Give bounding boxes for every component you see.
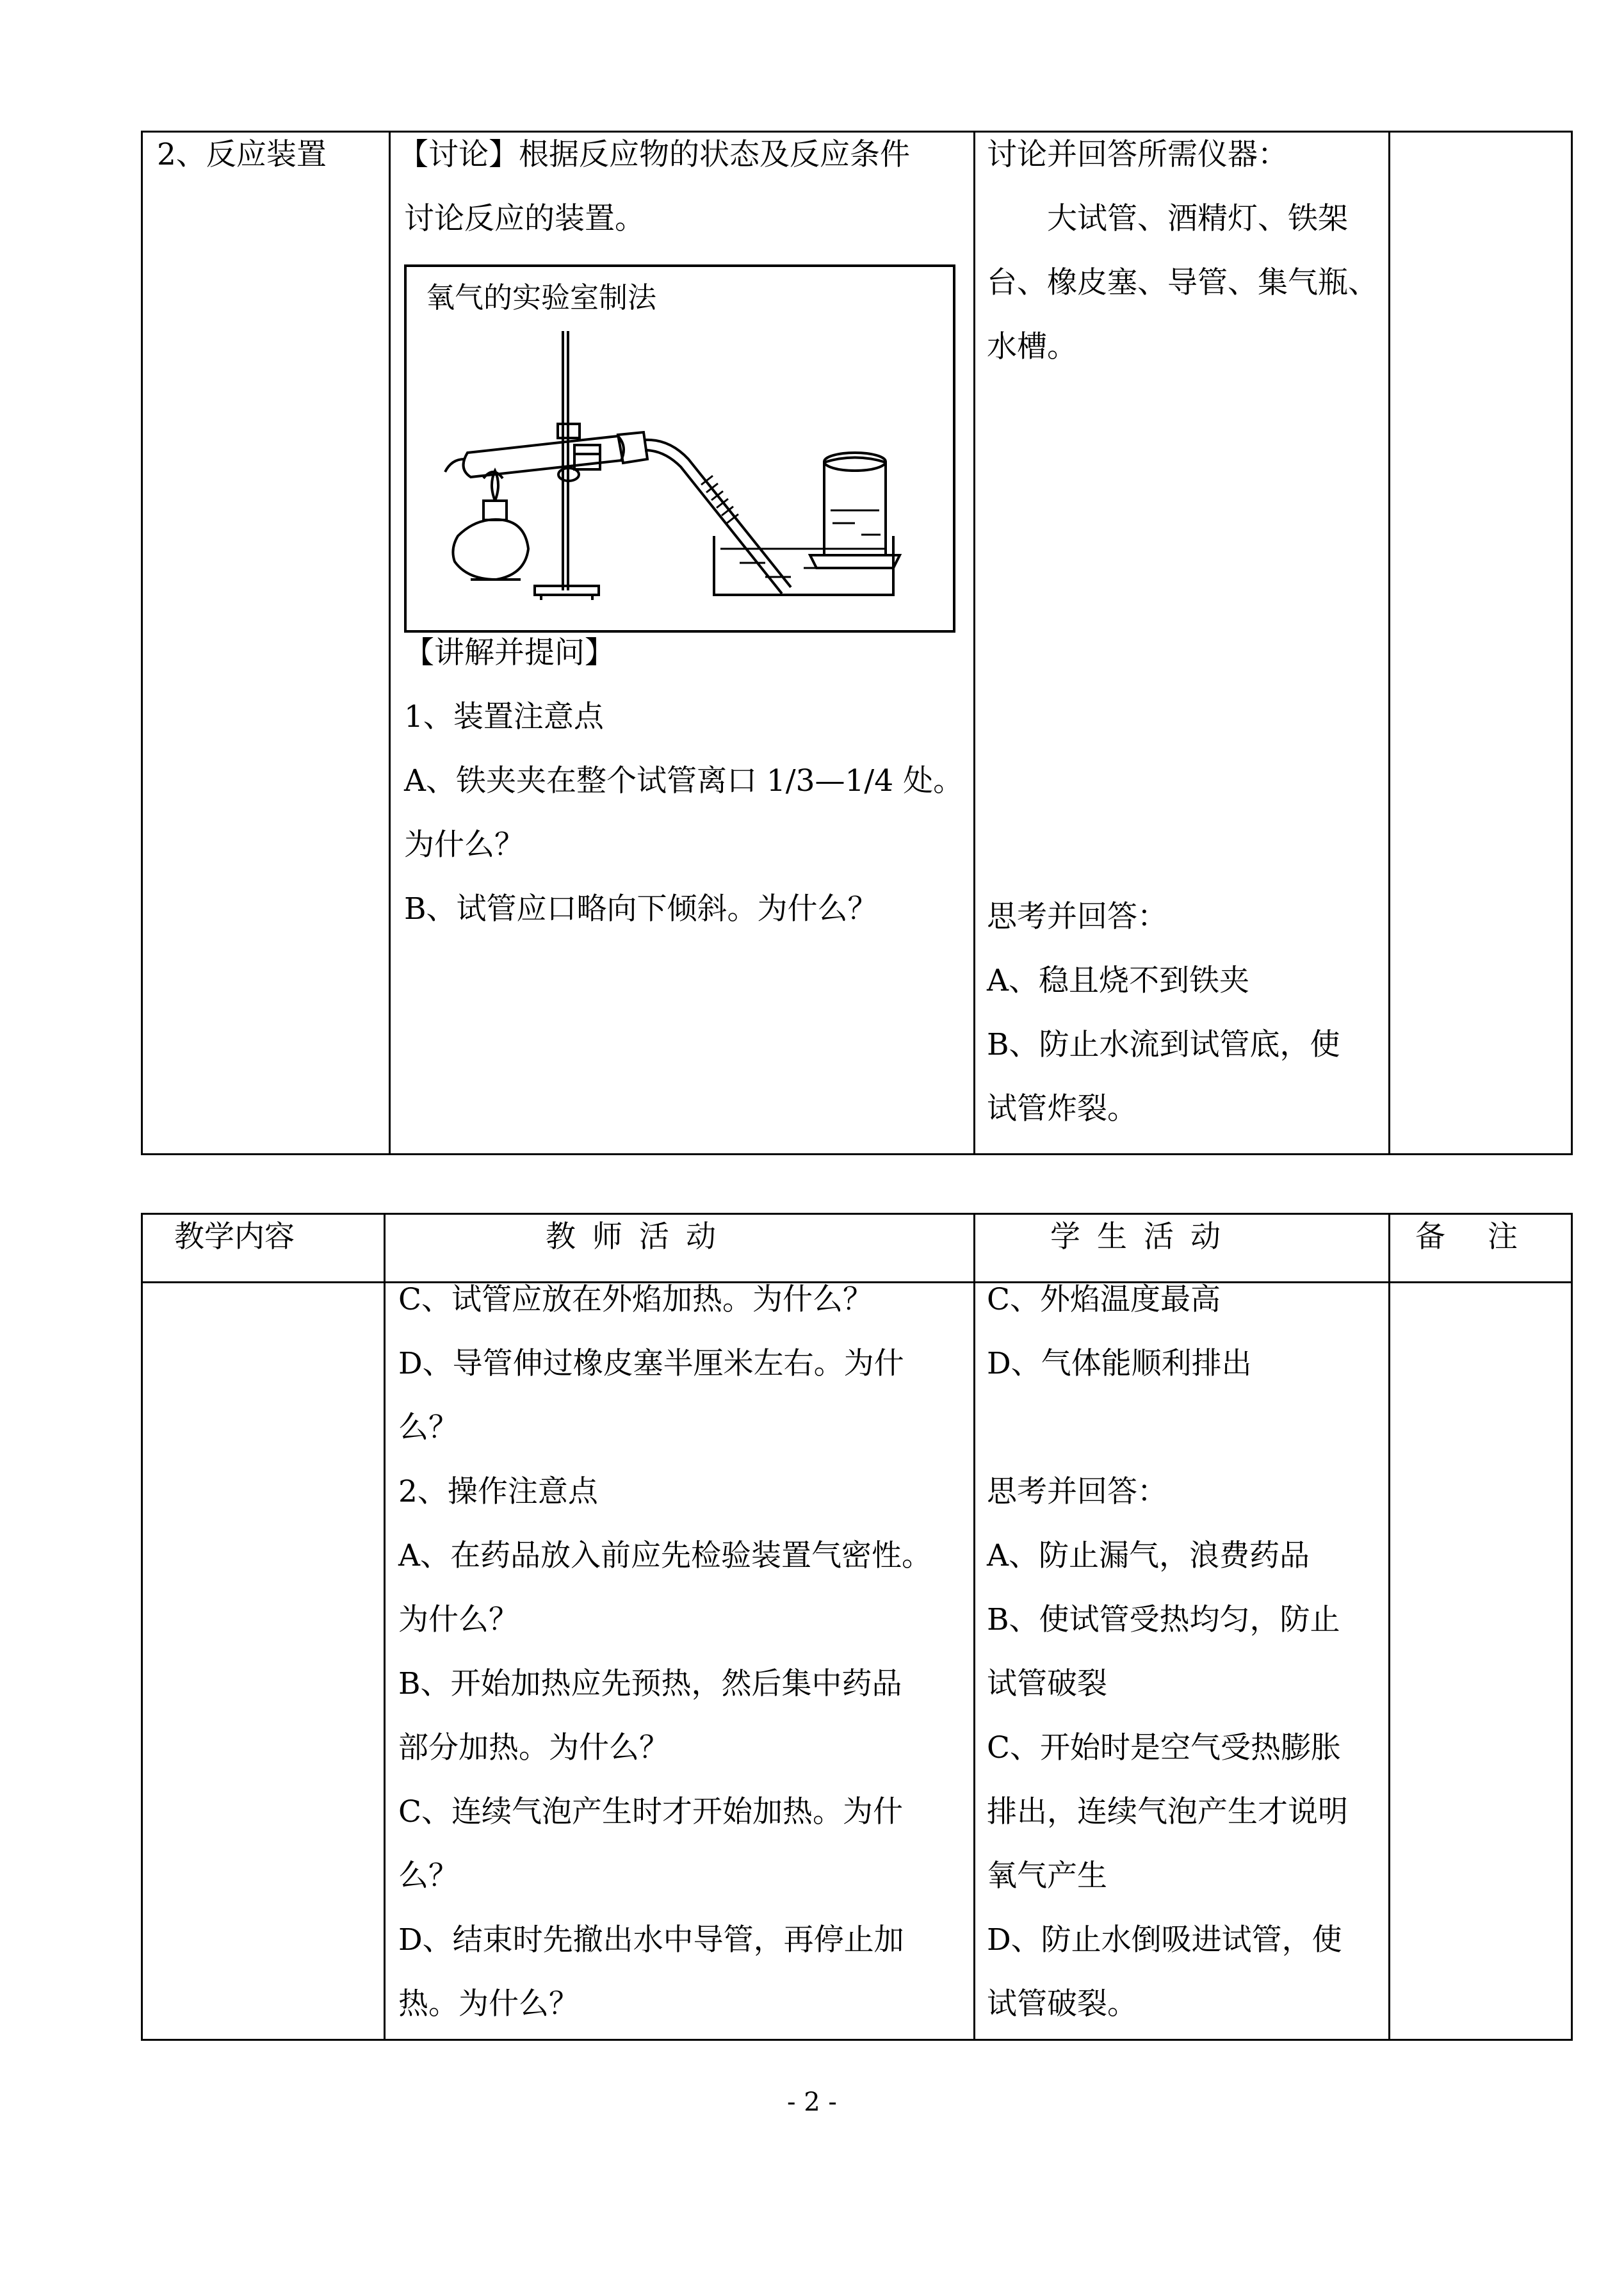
section-title: 2、反应装置 xyxy=(157,137,327,172)
student-activity-line: 思考并回答： xyxy=(987,899,1167,934)
student-activity-line: C、外焰温度最高 xyxy=(987,1282,1221,1317)
teacher-activity-line: 部分加热。为什么？ xyxy=(398,1730,669,1765)
student-activity-line: 试管破裂。 xyxy=(987,1986,1137,2022)
student-activity-line: A、稳且烧不到铁夹 xyxy=(987,963,1249,998)
teacher-activity-line: A、在药品放入前应先检验装置气密性。 xyxy=(398,1538,932,1573)
water-trough xyxy=(714,536,893,595)
teacher-activity-line: 为什么？ xyxy=(404,827,524,863)
student-activity-line: 台、橡皮塞、导管、集气瓶、 xyxy=(987,265,1378,300)
oxygen-apparatus-illustration xyxy=(407,267,953,630)
teacher-activity-line: D、结束时先撤出水中导管，再停止加 xyxy=(398,1922,904,1958)
teacher-activity-line: 1、装置注意点 xyxy=(404,699,604,734)
student-activity-line: 氧气产生 xyxy=(987,1858,1107,1894)
teacher-activity-line: 为什么？ xyxy=(398,1602,519,1637)
student-activity-line: C、开始时是空气受热膨胀 xyxy=(987,1730,1341,1765)
student-activity-line: 试管炸裂。 xyxy=(987,1091,1137,1126)
column-divider xyxy=(973,1215,975,2039)
column-divider xyxy=(389,133,391,1153)
teacher-activity-line: A、铁夹夹在整个试管离口 1/3—1/4 处。 xyxy=(404,763,964,799)
teacher-activity-line: 2、操作注意点 xyxy=(398,1474,598,1509)
teacher-activity-line: B、试管应口略向下倾斜。为什么？ xyxy=(404,891,878,927)
teacher-activity-line: 讨论反应的装置。 xyxy=(404,201,645,236)
alcohol-lamp xyxy=(453,519,528,580)
teacher-activity-line: B、开始加热应先预热，然后集中药品 xyxy=(398,1666,902,1701)
student-activity-line: 讨论并回答所需仪器： xyxy=(987,137,1288,172)
apparatus-figure xyxy=(404,264,955,633)
student-activity-line: 排出，连续气泡产生才说明 xyxy=(987,1794,1348,1829)
student-activity-line: A、防止漏气，浪费药品 xyxy=(987,1538,1310,1573)
column-divider xyxy=(1388,133,1390,1153)
student-activity-line: B、使试管受热均匀，防止 xyxy=(987,1602,1340,1637)
gas-collecting-bottle xyxy=(824,458,886,556)
student-activity-line: 思考并回答： xyxy=(987,1474,1167,1509)
student-activity-line: D、气体能顺利排出 xyxy=(987,1346,1252,1381)
teacher-activity-line: 么？ xyxy=(398,1858,459,1894)
student-activity-line: D、防止水倒吸进试管，使 xyxy=(987,1922,1342,1958)
figure-title: 氧气的实验室制法 xyxy=(426,280,657,314)
header-content: 教学内容 xyxy=(174,1219,295,1254)
header-remarks: 备注 xyxy=(1415,1219,1560,1254)
column-divider xyxy=(384,1215,386,2039)
teacher-activity-line: 热。为什么？ xyxy=(398,1986,579,2022)
student-activity-line: 试管破裂 xyxy=(987,1666,1107,1701)
student-activity-line: 大试管、酒精灯、铁架 xyxy=(987,201,1348,236)
header-teacher: 教师活动 xyxy=(546,1219,733,1254)
teacher-activity-line: C、试管应放在外焰加热。为什么？ xyxy=(398,1282,873,1317)
header-student: 学生活动 xyxy=(1050,1219,1237,1254)
teacher-activity-line: 【讲解并提问】 xyxy=(404,635,615,670)
table-operation-notes xyxy=(141,1213,1573,2041)
teacher-activity-line: C、连续气泡产生时才开始加热。为什 xyxy=(398,1794,903,1829)
student-activity-line: 水槽。 xyxy=(987,329,1077,364)
column-divider xyxy=(973,133,975,1153)
teacher-activity-line: 么？ xyxy=(398,1410,459,1445)
teacher-activity-line: D、导管伸过橡皮塞半厘米左右。为什 xyxy=(398,1346,904,1381)
teacher-activity-line: 【讨论】根据反应物的状态及反应条件 xyxy=(398,137,910,172)
student-activity-line: B、防止水流到试管底，使 xyxy=(987,1027,1340,1062)
page-number: - 2 - xyxy=(787,2088,837,2117)
column-divider xyxy=(1388,1215,1390,2039)
